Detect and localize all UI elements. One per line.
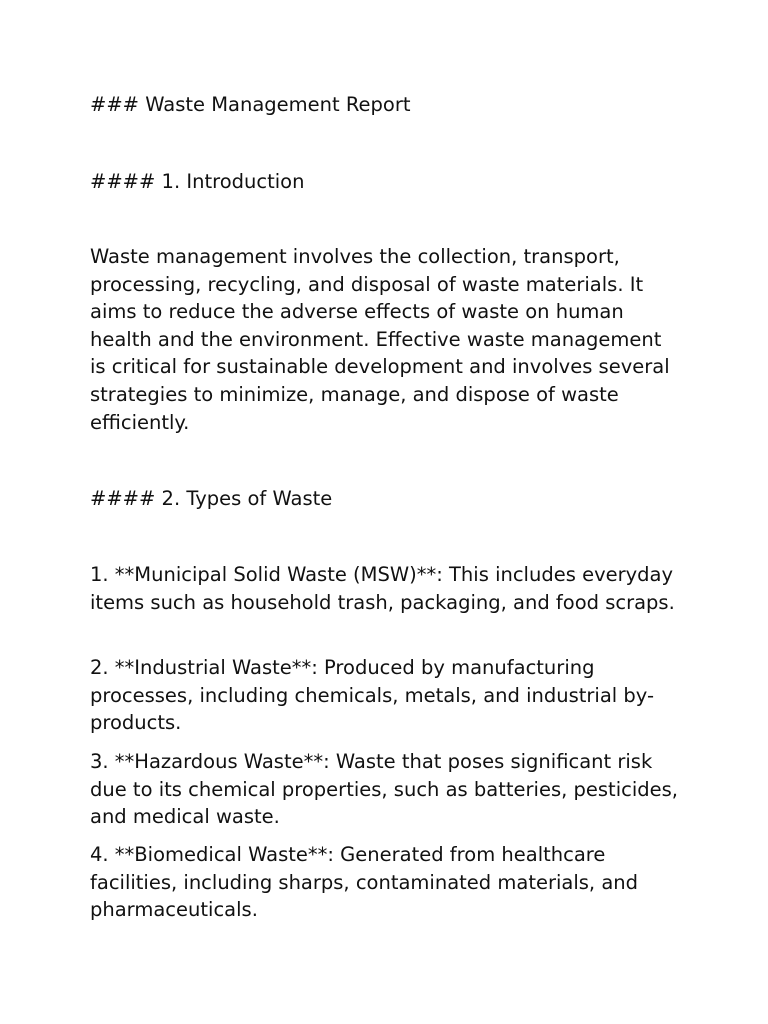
- list-item: 3. **Hazardous Waste**: Waste that poses significant risk due to its chemical properties, such as batteries, pesticides, and medical waste.: [90, 750, 678, 829]
- list-item: 1. **Municipal Solid Waste (MSW)**: This includes everyday items such as household trash, packaging, and food scraps.: [90, 563, 675, 614]
- introduction-paragraph: Waste management involves the collection, transport, processing, recycling, and disposal of waste materials. It aims to reduce the adverse effects of waste on human health and the environment. Effective waste management is critical for sustainable development and involves several strategies to minimize, manage, and dispose of waste efficiently.: [90, 245, 670, 434]
- list-item: 2. **Industrial Waste**: Produced by manufacturing processes, including chemicals, metals, and industrial by-products.: [90, 656, 655, 735]
- section-heading-types-of-waste: #### 2. Types of Waste: [90, 487, 333, 510]
- section-heading-introduction: #### 1. Introduction: [90, 170, 305, 193]
- document-title: ### Waste Management Report: [90, 93, 411, 116]
- list-item: 4. **Biomedical Waste**: Generated from healthcare facilities, including sharps, contaminated materials, and pharmaceuticals.: [90, 843, 639, 922]
